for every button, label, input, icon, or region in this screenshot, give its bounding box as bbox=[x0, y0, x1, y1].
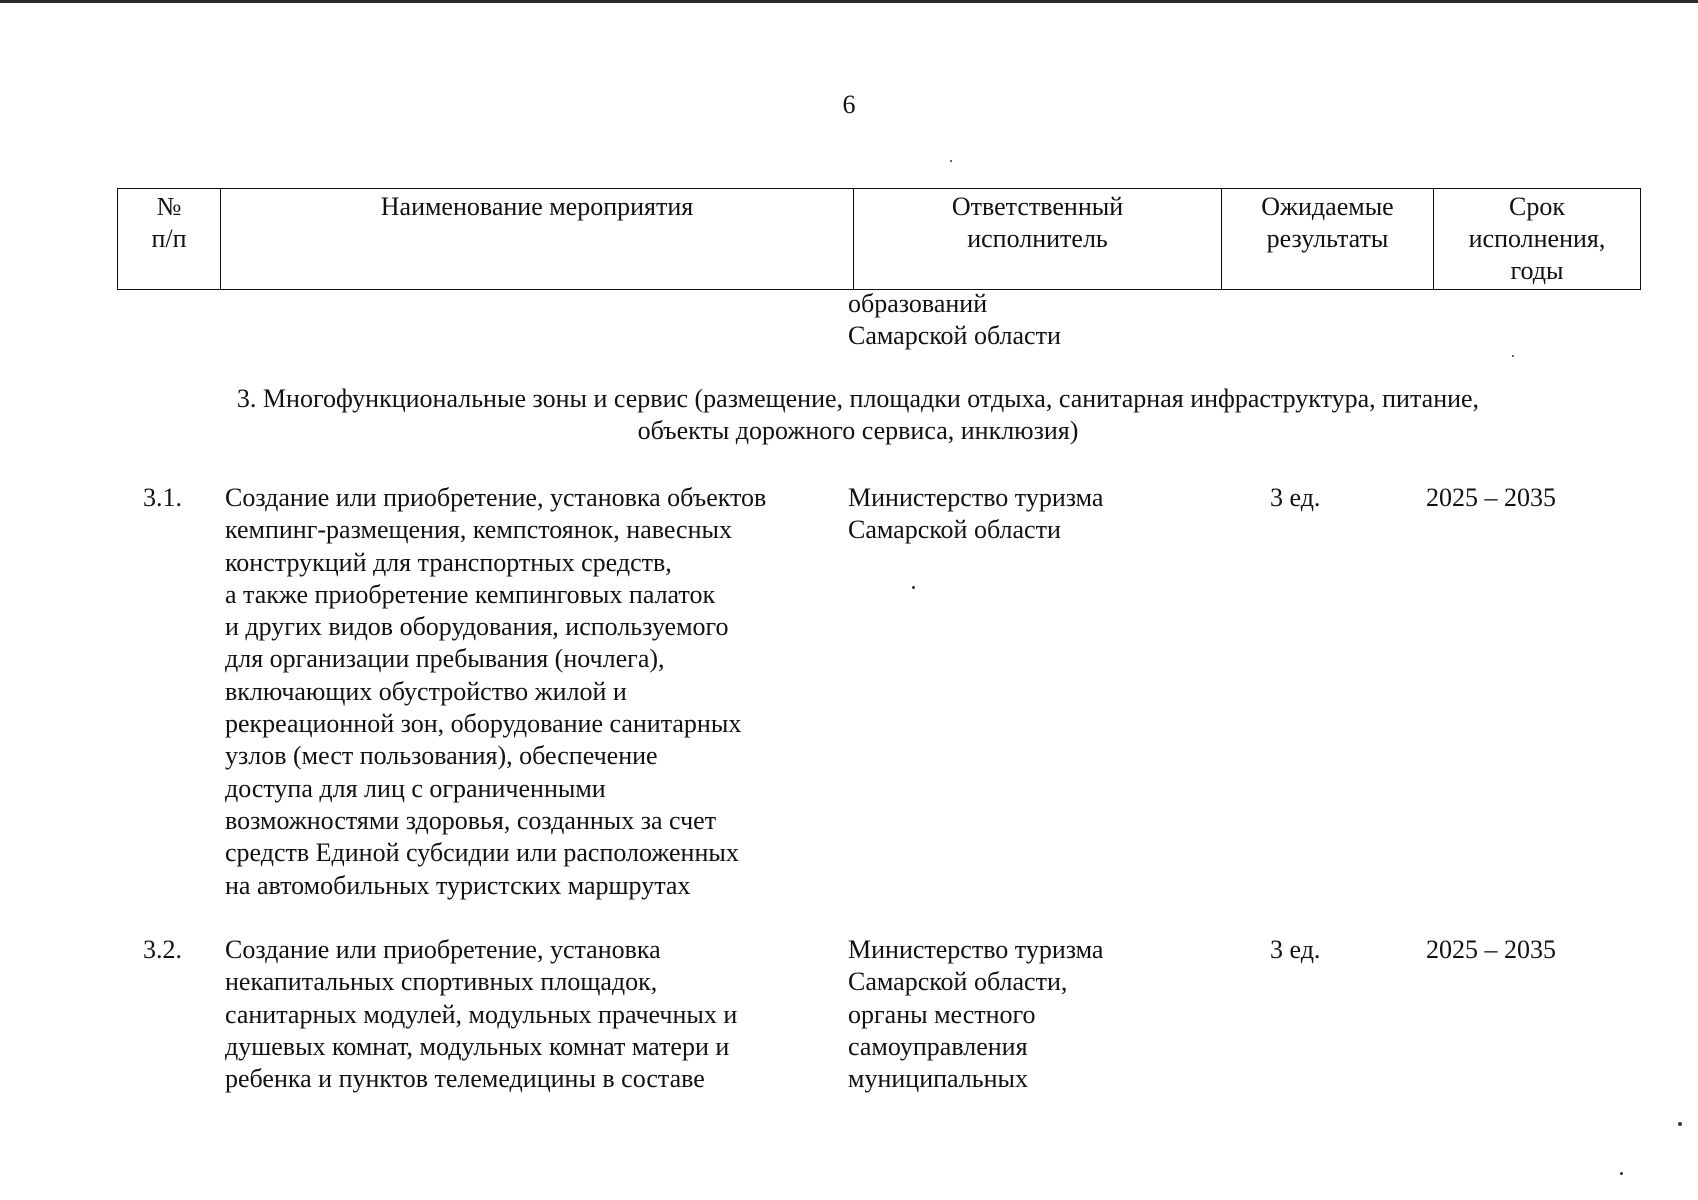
header-col-number bbox=[118, 189, 221, 290]
header-col-term bbox=[1434, 189, 1641, 290]
row-responsible: Министерство туризма Самарской области, органы местного самоуправления муниципальных bbox=[848, 935, 1104, 1094]
header-col-results bbox=[1222, 189, 1434, 290]
header-col-results-label: Ожидаемые результаты bbox=[1261, 192, 1394, 253]
header-col-responsible-label: Ответственный исполнитель bbox=[951, 192, 1124, 253]
header-col-name-label: Наименование мероприятия bbox=[380, 192, 694, 221]
continuation-responsible-text: образований Самарской области bbox=[848, 289, 1061, 351]
row-term-years: 2025 – 2035 bbox=[1426, 935, 1556, 964]
page-number: 6 bbox=[842, 90, 856, 119]
row-term-years: 2025 – 2035 bbox=[1426, 483, 1556, 512]
header-col-name bbox=[221, 189, 854, 290]
row-number: 3.2. bbox=[143, 935, 182, 964]
scan-speck bbox=[1678, 1122, 1682, 1126]
row-activity-name: Создание или приобретение, установка некапитальных спортивных площадок, санитарных модулей, модульных прачечных и душевых комнат, модульных комнат матери и ребенка и пунктов телемедицины в составе bbox=[225, 935, 738, 1094]
section-title: 3. Многофункциональные зоны и сервис (размещение, площадки отдыха, санитарная инфраструктура, питание, объекты дорожного сервиса, инклюзия) bbox=[236, 384, 1480, 445]
scan-top-edge-line bbox=[0, 0, 1698, 3]
row-number: 3.1. bbox=[143, 483, 182, 512]
header-col-number-label: № п/п bbox=[151, 192, 187, 253]
scan-speck bbox=[1620, 1172, 1623, 1175]
header-col-responsible bbox=[854, 189, 1222, 290]
scan-speck bbox=[950, 160, 952, 162]
header-col-term-label: Срок исполнения, годы bbox=[1468, 192, 1606, 285]
row-responsible: Министерство туризма Самарской области bbox=[848, 483, 1104, 545]
scan-speck bbox=[1512, 355, 1514, 357]
table-header bbox=[117, 188, 1641, 290]
scan-speck bbox=[912, 586, 915, 589]
table-header-row bbox=[118, 189, 1641, 290]
row-activity-name: Создание или приобретение, установка объектов кемпинг-размещения, кемпстоянок, навесных конструкций для транспортных средств, а также приобретение кемпинговых палаток и других видов оборудования, используемого для организации пребывания (ночлега), включающих обустройство жилой и рекреационной зон, оборудование санитарных узлов (мест пользования), обеспечение доступа для лиц с ограниченными возможностями здоровья, созданных за счет средств Единой субсидии или расположенных на автомобильных туристских маршрутах bbox=[225, 483, 767, 900]
row-expected-result: 3 ед. bbox=[1270, 935, 1321, 964]
row-expected-result: 3 ед. bbox=[1270, 483, 1321, 512]
